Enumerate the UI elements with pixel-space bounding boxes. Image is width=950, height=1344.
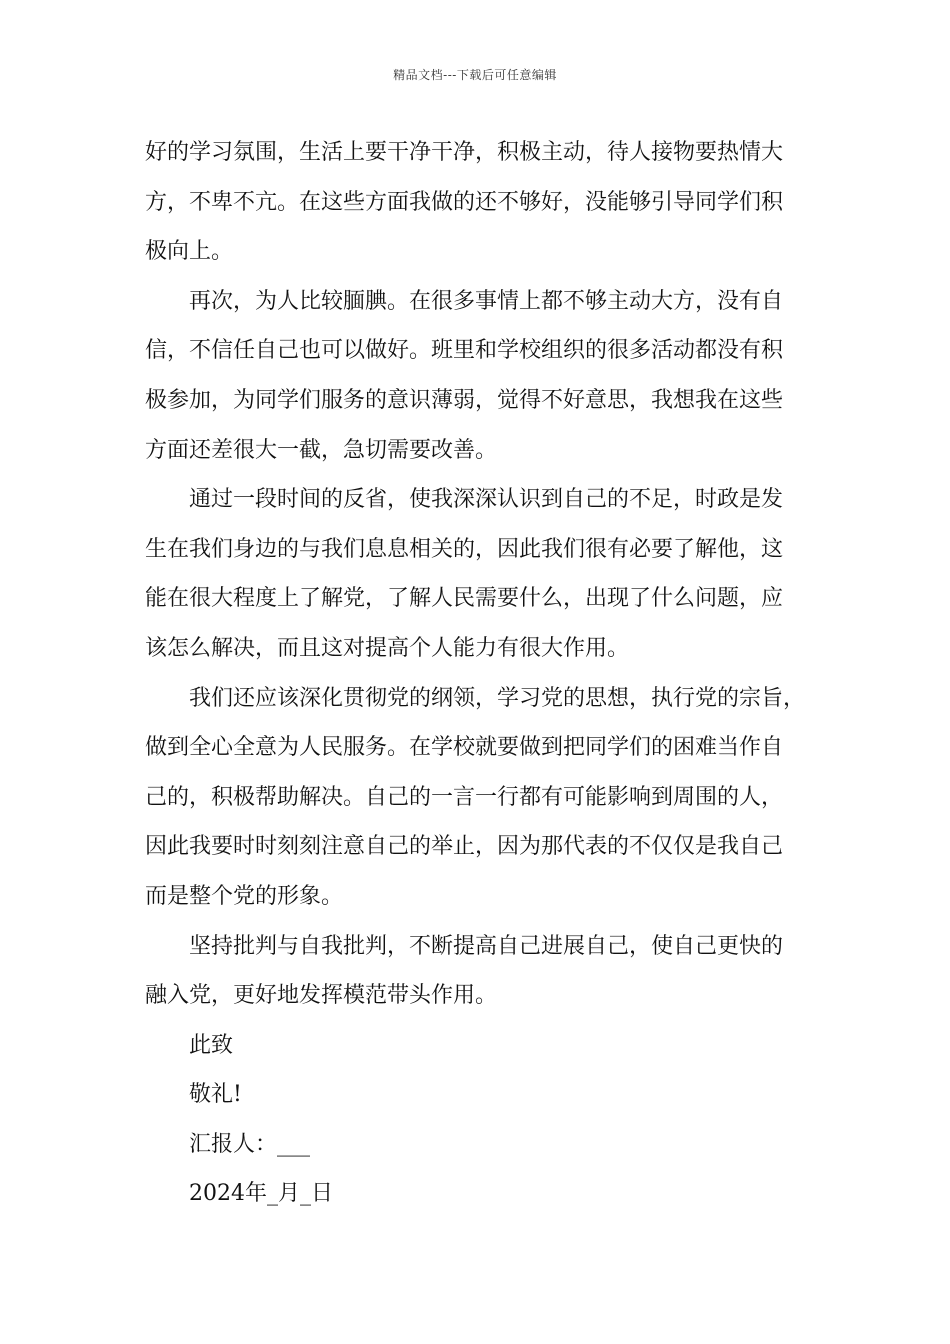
text-line: 做到全心全意为人民服务。在学校就要做到把同学们的困难当作自 <box>145 735 784 761</box>
text-line: 该怎么解决，而且这对提高个人能力有很大作用。 <box>145 635 630 661</box>
text-line: 因此我要时时刻刻注意自己的举止，因为那代表的不仅仅是我自己 <box>145 834 784 860</box>
text-line: 生在我们身边的与我们息息相关的，因此我们很有必要了解他，这 <box>145 536 784 562</box>
text-line: 通过一段时间的反省，使我深深认识到自己的不足，时政是发 <box>189 487 784 513</box>
closing-salutation: 此致 <box>189 1032 234 1058</box>
text-line: 好的学习氛围，生活上要干净干净，积极主动，待人接物要热情大 <box>145 140 784 165</box>
text-line: 能在很大程度上了解党，了解人民需要什么，出现了什么问题，应 <box>145 586 784 612</box>
text-line: 坚持批判与自我批判，不断提高自己进展自己，使自己更快的 <box>189 933 784 959</box>
text-line: 己的，积极帮助解决。自己的一言一行都有可能影响到周围的人， <box>145 784 784 810</box>
reporter-signature-line: 汇报人：___ <box>189 1131 311 1157</box>
text-line: 而是整个党的形象。 <box>145 883 344 909</box>
text-line: 方面还差很大一截，急切需要改善。 <box>145 437 498 463</box>
document-body <box>145 128 825 1219</box>
text-line: 我们还应该深化贯彻党的纲领，学习党的思想，执行党的宗旨， <box>189 685 806 711</box>
text-line: 极向上。 <box>145 239 234 265</box>
text-line: 信，不信任自己也可以做好。班里和学校组织的很多活动都没有积 <box>145 338 784 364</box>
page-header: 精品文档---下载后可任意编辑 <box>393 68 557 82</box>
text-line: 再次，为人比较腼腆。在很多事情上都不够主动大方，没有自 <box>189 288 784 314</box>
date-line: 2024年_月_日 <box>189 1181 333 1207</box>
text-line: 极参加，为同学们服务的意识薄弱，觉得不好意思，我想我在这些 <box>145 387 784 413</box>
text-line: 方，不卑不亢。在这些方面我做的还不够好，没能够引导同学们积 <box>145 189 784 215</box>
text-line: 融入党，更好地发挥模范带头作用。 <box>145 983 498 1009</box>
closing-regards: 敬礼! <box>189 1082 242 1108</box>
